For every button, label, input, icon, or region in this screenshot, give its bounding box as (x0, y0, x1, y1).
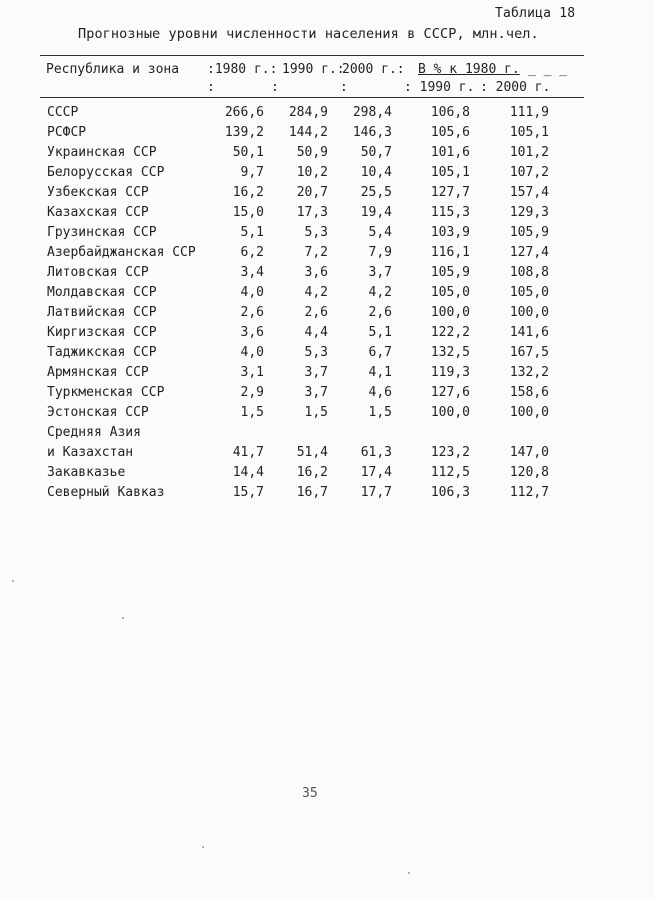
row-name: Молдавская ССР (47, 285, 157, 300)
cell-1980: 6,2 (240, 245, 264, 260)
table-row (0, 425, 654, 445)
cell-2000: 4,1 (368, 365, 392, 380)
cell-1980: 50,1 (232, 145, 264, 160)
row-name: Азербайджанская ССР (47, 245, 196, 260)
table-row (0, 125, 654, 145)
row-name: Казахская ССР (47, 205, 149, 220)
cell-1980: 3,4 (240, 265, 264, 280)
cell-1990: 17,3 (296, 205, 328, 220)
col-header-percent: В % к 1980 г. (418, 62, 520, 77)
cell-2000: 6,7 (368, 345, 392, 360)
row-name: Закавказье (47, 465, 126, 480)
cell-pct-2000: 157,4 (509, 185, 549, 200)
cell-2000: 4,6 (368, 385, 392, 400)
table-row (0, 305, 654, 325)
col-header-pct-1990: : 1990 г. (404, 80, 475, 95)
table-row (0, 405, 654, 425)
cell-pct-2000: 111,9 (509, 105, 549, 120)
cell-pct-1990: 100,0 (430, 405, 470, 420)
cell-1980: 14,4 (232, 465, 264, 480)
cell-pct-1990: 116,1 (430, 245, 470, 260)
cell-2000: 17,4 (360, 465, 392, 480)
cell-2000: 1,5 (368, 405, 392, 420)
cell-pct-1990: 100,0 (430, 305, 470, 320)
cell-1990: 3,7 (304, 385, 328, 400)
table-row (0, 345, 654, 365)
cell-pct-1990: 103,9 (430, 225, 470, 240)
cell-pct-1990: 112,5 (430, 465, 470, 480)
col-header-sep-b: : (271, 80, 279, 95)
cell-1980: 15,7 (232, 485, 264, 500)
cell-1990: 3,6 (304, 265, 328, 280)
cell-1980: 16,2 (232, 185, 264, 200)
row-name: РСФСР (47, 125, 87, 140)
row-name: и Казахстан (47, 445, 134, 460)
col-header-republic: Республика и зона (46, 62, 180, 77)
table-row (0, 325, 654, 345)
cell-pct-2000: 105,0 (509, 285, 549, 300)
cell-pct-1990: 123,2 (430, 445, 470, 460)
col-header-sep-c: : (340, 80, 348, 95)
table-row (0, 245, 654, 265)
row-name: Украинская ССР (47, 145, 157, 160)
cell-pct-1990: 132,5 (430, 345, 470, 360)
col-header-1990: 1990 г.: (282, 62, 345, 77)
scan-speck (408, 872, 410, 874)
cell-1990: 2,6 (304, 305, 328, 320)
cell-1990: 20,7 (296, 185, 328, 200)
cell-2000: 2,6 (368, 305, 392, 320)
table-row (0, 285, 654, 305)
cell-1990: 1,5 (304, 405, 328, 420)
cell-2000: 17,7 (360, 485, 392, 500)
col-header-sep-a: : (207, 80, 215, 95)
cell-pct-1990: 105,0 (430, 285, 470, 300)
cell-2000: 146,3 (352, 125, 392, 140)
cell-pct-1990: 105,9 (430, 265, 470, 280)
cell-1980: 3,6 (240, 325, 264, 340)
cell-pct-2000: 112,7 (509, 485, 549, 500)
cell-2000: 5,1 (368, 325, 392, 340)
table-label: Таблица 18 (495, 6, 576, 21)
col-header-pct-2000: : 2000 г. (480, 80, 551, 95)
table-title: Прогнозные уровни численности населения в СССР, млн.чел. (78, 26, 539, 42)
cell-1980: 4,0 (240, 345, 264, 360)
cell-pct-2000: 107,2 (509, 165, 549, 180)
table-row (0, 365, 654, 385)
cell-1990: 10,2 (296, 165, 328, 180)
cell-pct-2000: 158,6 (509, 385, 549, 400)
scan-speck (202, 846, 204, 848)
page-number: 35 (302, 786, 318, 801)
cell-1990: 144,2 (288, 125, 328, 140)
row-name: Грузинская ССР (47, 225, 157, 240)
cell-pct-1990: 127,7 (430, 185, 470, 200)
cell-pct-2000: 167,5 (509, 345, 549, 360)
cell-1990: 51,4 (296, 445, 328, 460)
cell-2000: 4,2 (368, 285, 392, 300)
cell-pct-1990: 106,8 (430, 105, 470, 120)
cell-2000: 50,7 (360, 145, 392, 160)
cell-1980: 1,5 (240, 405, 264, 420)
cell-2000: 5,4 (368, 225, 392, 240)
row-name: Белорусская ССР (47, 165, 165, 180)
row-name: Таджикская ССР (47, 345, 157, 360)
cell-pct-2000: 129,3 (509, 205, 549, 220)
table-row (0, 385, 654, 405)
cell-pct-2000: 141,6 (509, 325, 549, 340)
table-row (0, 185, 654, 205)
cell-pct-2000: 108,8 (509, 265, 549, 280)
row-name: Литовская ССР (47, 265, 149, 280)
col-header-1980: :1980 г.: (207, 62, 278, 77)
cell-1990: 4,4 (304, 325, 328, 340)
cell-pct-2000: 105,1 (509, 125, 549, 140)
cell-pct-1990: 106,3 (430, 485, 470, 500)
cell-2000: 298,4 (352, 105, 392, 120)
cell-pct-2000: 100,0 (509, 305, 549, 320)
scan-speck (12, 580, 14, 582)
cell-1980: 9,7 (240, 165, 264, 180)
cell-1990: 16,2 (296, 465, 328, 480)
col-header-2000: 2000 г.: (342, 62, 405, 77)
cell-pct-1990: 101,6 (430, 145, 470, 160)
table-row (0, 145, 654, 165)
cell-1980: 266,6 (224, 105, 264, 120)
row-name: Средняя Азия (47, 425, 141, 440)
cell-1990: 7,2 (304, 245, 328, 260)
cell-pct-2000: 101,2 (509, 145, 549, 160)
row-name: Киргизская ССР (47, 325, 157, 340)
cell-2000: 61,3 (360, 445, 392, 460)
cell-pct-1990: 105,1 (430, 165, 470, 180)
cell-1990: 3,7 (304, 365, 328, 380)
cell-1990: 284,9 (288, 105, 328, 120)
cell-pct-1990: 119,3 (430, 365, 470, 380)
cell-1980: 2,9 (240, 385, 264, 400)
cell-1980: 4,0 (240, 285, 264, 300)
cell-1980: 15,0 (232, 205, 264, 220)
table-row (0, 105, 654, 125)
cell-1980: 2,6 (240, 305, 264, 320)
table-header-rule (40, 97, 584, 98)
scan-speck (122, 617, 124, 619)
cell-1980: 139,2 (224, 125, 264, 140)
cell-1980: 41,7 (232, 445, 264, 460)
table-row (0, 205, 654, 225)
row-name: Узбекская ССР (47, 185, 149, 200)
cell-pct-1990: 115,3 (430, 205, 470, 220)
cell-1990: 50,9 (296, 145, 328, 160)
table-row (0, 485, 654, 505)
table-row (0, 445, 654, 465)
col-header-percent-dashes: _ _ _ (528, 62, 568, 77)
row-name: Армянская ССР (47, 365, 149, 380)
table-top-rule (40, 55, 584, 56)
cell-1990: 16,7 (296, 485, 328, 500)
table-row (0, 165, 654, 185)
row-name: СССР (47, 105, 79, 120)
cell-2000: 7,9 (368, 245, 392, 260)
cell-pct-2000: 127,4 (509, 245, 549, 260)
cell-pct-2000: 132,2 (509, 365, 549, 380)
cell-1980: 5,1 (240, 225, 264, 240)
table-row (0, 225, 654, 245)
cell-pct-1990: 127,6 (430, 385, 470, 400)
cell-1990: 5,3 (304, 345, 328, 360)
cell-2000: 3,7 (368, 265, 392, 280)
table-row (0, 465, 654, 485)
table-row (0, 265, 654, 285)
cell-1980: 3,1 (240, 365, 264, 380)
cell-2000: 25,5 (360, 185, 392, 200)
cell-1990: 4,2 (304, 285, 328, 300)
cell-pct-2000: 147,0 (509, 445, 549, 460)
cell-pct-2000: 100,0 (509, 405, 549, 420)
cell-pct-1990: 122,2 (430, 325, 470, 340)
cell-1990: 5,3 (304, 225, 328, 240)
cell-2000: 10,4 (360, 165, 392, 180)
row-name: Туркменская ССР (47, 385, 165, 400)
row-name: Эстонская ССР (47, 405, 149, 420)
row-name: Латвийская ССР (47, 305, 157, 320)
row-name: Северный Кавказ (47, 485, 165, 500)
cell-pct-1990: 105,6 (430, 125, 470, 140)
cell-pct-2000: 120,8 (509, 465, 549, 480)
cell-pct-2000: 105,9 (509, 225, 549, 240)
cell-2000: 19,4 (360, 205, 392, 220)
